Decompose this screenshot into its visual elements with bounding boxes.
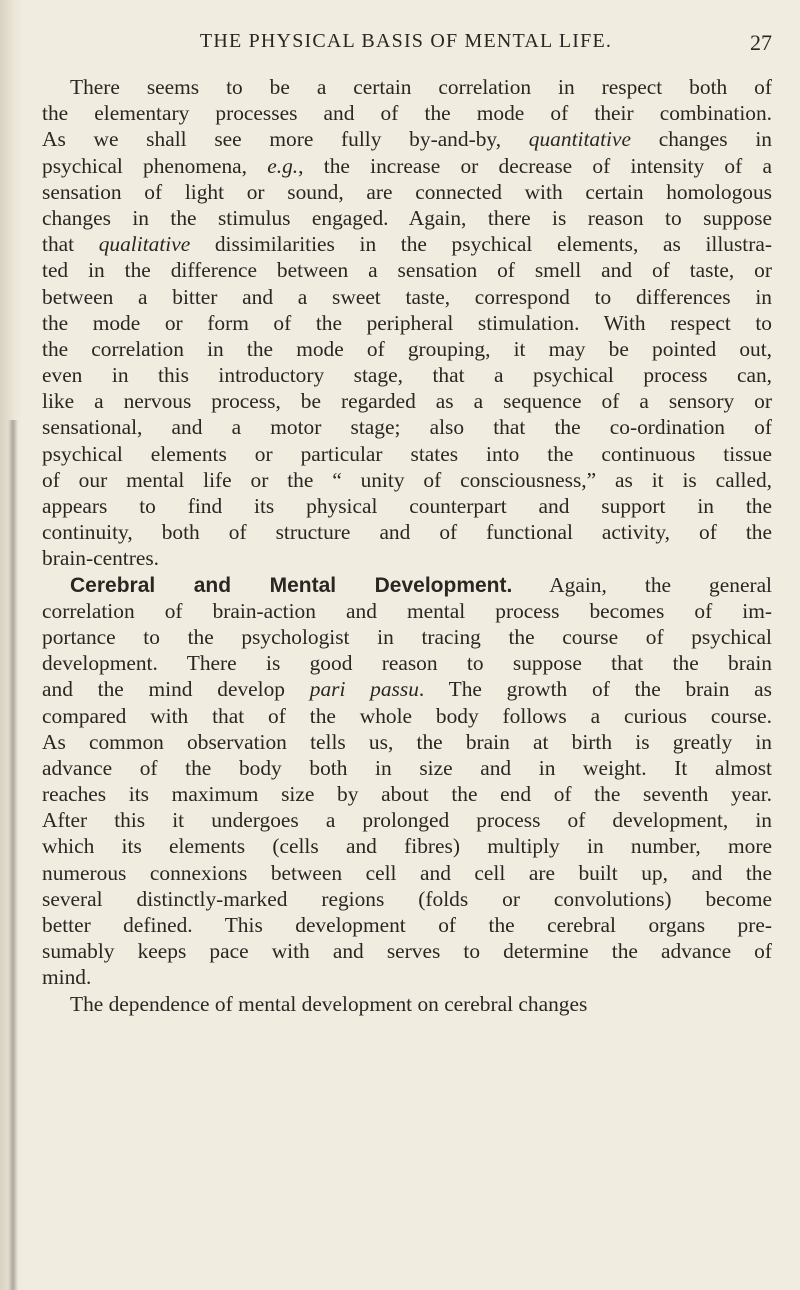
- text-line: sensation of light or sound, are connected with certain homologous: [42, 179, 772, 204]
- page-header: [40, 30, 772, 58]
- text-line: like a nervous process, be regarded as a sequence of a sensory or: [42, 389, 772, 414]
- text-run: psychical phenomena,: [42, 153, 247, 178]
- text-line: of our mental life or the “ unity of consciousness,” as it is called,: [42, 467, 772, 492]
- text-line: [22, 126, 772, 152]
- italic-term: qualitative: [98, 232, 191, 257]
- text-line: As common observation tells us, the brain at birth is greatly in: [42, 729, 772, 754]
- text-line: between a bitter and a sweet taste, correspond to differences in: [42, 284, 772, 309]
- text-line: the elementary processes and of the mode of their combination.: [42, 101, 772, 126]
- running-head: THE PHYSICAL BASIS OF MENTAL LIFE.: [199, 30, 613, 52]
- text-line: correlation of brain-action and mental process becomes of im-: [42, 598, 772, 623]
- text-line: mind.: [42, 965, 92, 990]
- text-line: which its elements (cells and fibres) multiply in number, more: [42, 834, 772, 859]
- text-line: development. There is good reason to suppose that the brain: [42, 651, 772, 676]
- text-line: [22, 231, 772, 257]
- text-line: continuity, both of structure and of functional activity, of the: [42, 520, 772, 545]
- text-line: appears to find its physical counterpart and support in the: [42, 494, 772, 518]
- binding-shadow: [8, 420, 18, 1290]
- text-line: ted in the difference between a sensation of smell and of taste, or: [42, 258, 772, 283]
- text-run: and the mind develop: [42, 677, 285, 702]
- text-line: psychical elements or particular states into the continuous tissue: [42, 441, 772, 466]
- text-line: [22, 572, 772, 598]
- text-line: The dependence of mental development on cerebral changes: [70, 991, 588, 1016]
- paragraph-3: [22, 991, 772, 1017]
- text-run: Again, the general: [549, 572, 772, 597]
- text-line: the correlation in the mode of grouping, it may be pointed out,: [42, 336, 772, 361]
- text-line: numerous connexions between cell and cell are built up, and the: [42, 860, 772, 885]
- text-line: brain-centres.: [42, 546, 159, 571]
- page-number: 27: [750, 30, 772, 55]
- text-run: , the increase or decrease of intensity of a: [298, 153, 772, 178]
- text-line: advance of the body both in size and in weight. It almost: [42, 755, 772, 780]
- italic-term: pari passu: [309, 677, 419, 702]
- text-run: dissimilarities in the psychical elements, as illustra-: [214, 232, 772, 257]
- paragraph-2: [22, 572, 772, 991]
- text-line: better defined. This development of the cerebral organs pre-: [42, 913, 772, 937]
- italic-term: quantitative: [528, 127, 631, 152]
- body-text: [22, 74, 772, 1017]
- text-line: reaches its maximum size by about the end of the seventh year.: [42, 782, 772, 807]
- section-heading: Cerebral and Mental Development.: [70, 573, 513, 597]
- text-line: portance to the psychologist in tracing the course of psychical: [42, 624, 772, 649]
- text-line: sumably keeps pace with and serves to determine the advance of: [42, 939, 772, 964]
- text-line: compared with that of the whole body follows a curious course.: [42, 703, 772, 728]
- text-run: . The growth of the brain as: [418, 677, 772, 702]
- text-run: changes in: [658, 127, 772, 152]
- text-line: several distinctly-marked regions (folds or convolutions) become: [42, 886, 772, 911]
- text-line: [22, 676, 772, 702]
- text-line: There seems to be a certain correlation in respect both of: [70, 75, 772, 99]
- text-line: sensational, and a motor stage; also that the co-ordination of: [42, 415, 772, 440]
- paragraph-1: [22, 74, 772, 572]
- text-line: After this it undergoes a prolonged process of development, in: [42, 808, 772, 833]
- text-line: even in this introductory stage, that a psychical process can,: [42, 363, 772, 388]
- text-line: the mode or form of the peripheral stimulation. With respect to: [42, 310, 772, 335]
- text-run: As we shall see more fully by-and-by,: [42, 127, 502, 152]
- text-line: [22, 153, 772, 179]
- italic-term: e.g.: [267, 153, 299, 178]
- text-line: changes in the stimulus engaged. Again, there is reason to suppose: [42, 205, 772, 230]
- text-run: that: [42, 232, 75, 257]
